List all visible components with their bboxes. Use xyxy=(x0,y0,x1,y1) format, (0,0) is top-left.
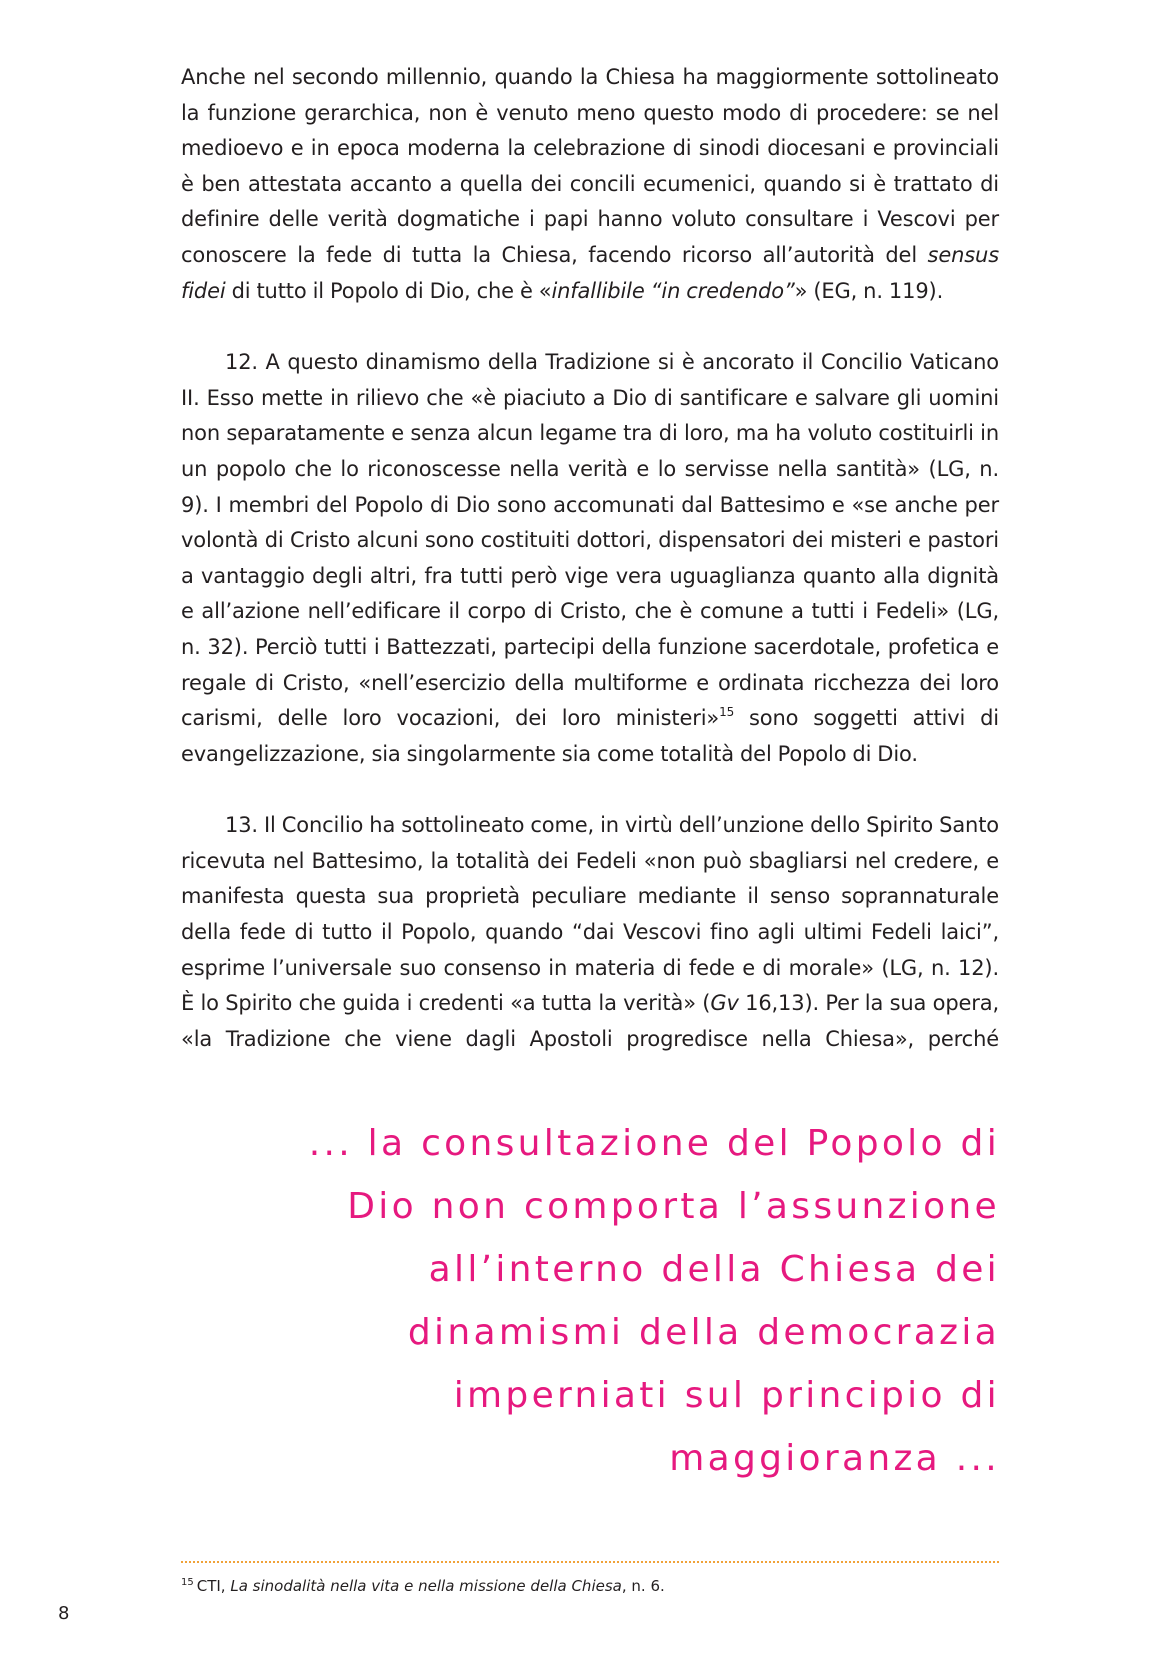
main-text xyxy=(181,60,999,1057)
footnote xyxy=(181,1576,999,1596)
pull-quote-line: imperniati sul principio di xyxy=(453,1375,1000,1416)
paragraph-12-text-a: 12. A questo dinamismo della Tradizione si è ancorato il Concilio Vaticano II. Esso mette in rilievo che «è piaciuto a Dio di santificare e salvare gli uomini non separatamente e senza alcun legame tra di loro, ma ha voluto costituirli in un popolo che lo riconoscesse nella verità e lo servisse nella santità» (LG, n. 9). I membri del Popolo di Dio sono accomunati dal Battesimo e «se anche per volontà di Cristo alcuni sono costituiti dottori, dispensatori dei misteri e pastori a vantaggio degli altri, fra tutti però vige vera uguaglianza quanto alla dignità e all’azione nell’edificare il corpo di Cristo, che è comune a tutti i Fedeli» (LG, n. 32). Perciò tutti i Battezzati, partecipi della funzione sacerdotale, profetica e regale di Cristo, «nell’esercizio della multiforme e ordinata ricchezza dei loro carismi, delle loro vocazioni, dei loro ministeri» xyxy=(181,350,999,731)
page-number: 8 xyxy=(58,1603,70,1624)
paragraph-1-italic-a: sensus fidei xyxy=(181,242,999,303)
pull-quote-line: dinamismi della democrazia xyxy=(407,1312,1000,1353)
pull-quote-line: ... la consultazione del Popolo di xyxy=(308,1123,1000,1164)
paragraph-1-italic-b: infallibile “in credendo” xyxy=(551,278,795,303)
paragraph-1-text-b: di tutto il Popolo di Dio, che è « xyxy=(225,278,552,303)
paragraph-13-text-b: 16,13). Per la sua opera, «la Tradizione che viene dagli Apostoli progredisce nella Chiesa», perché xyxy=(181,991,1000,1051)
pull-quote-line: Dio non comporta l’assunzione xyxy=(347,1186,1000,1227)
footnote-suffix: , n. 6. xyxy=(621,1577,665,1595)
paragraph-13 xyxy=(181,808,999,1057)
pull-quote xyxy=(300,1112,1000,1490)
paragraph-1 xyxy=(181,60,999,309)
footnote-reference[interactable]: 15 xyxy=(719,705,735,720)
pull-quote-line: maggioranza ... xyxy=(669,1438,1000,1479)
paragraph-1-text-a: Anche nel secondo millennio, quando la Chiesa ha maggiormente sottolineato la funzione gerarchica, non è venuto meno questo modo di procedere: se nel medioevo e in epoca moderna la celebrazione di sinodi diocesani e provinciali è ben attestata accanto a quella dei concili ecumenici, quando si è trattato di definire delle verità dogmatiche i papi hanno voluto consultare i Vescovi per conoscere la fede di tutta la Chiesa, facendo ricorso all’autorità del xyxy=(181,65,999,267)
pull-quote-line: all’interno della Chiesa dei xyxy=(428,1249,1000,1290)
paragraph-12-text-b: sono soggetti attivi di evangelizzazione, sia singolarmente sia come totalità del Popolo di Dio. xyxy=(181,706,999,766)
paragraph-13-italic: Gv xyxy=(710,991,739,1016)
paragraph-13-text-a: 13. Il Concilio ha sottolineato come, in virtù dell’unzione dello Spirito Santo ricevuta nel Battesimo, la totalità dei Fedeli «non può sbagliarsi nel credere, e manifesta questa sua proprietà peculiare mediante il senso soprannaturale della fede di tutto il Popolo, quando “dai Vescovi fino agli ultimi Fedeli laici”, esprime l’universale suo consenso in materia di fede e di morale» (LG, n. 12). È lo Spirito che guida i credenti «a tutta la verità» ( xyxy=(181,813,999,1016)
footnote-prefix: CTI, xyxy=(196,1577,231,1595)
footnote-number: 15 xyxy=(181,1577,194,1588)
footnote-divider xyxy=(181,1561,999,1563)
paragraph-1-text-c: » (EG, n. 119). xyxy=(794,278,944,303)
paragraph-12 xyxy=(181,345,999,772)
footnote-title: La sinodalità nella vita e nella missione della Chiesa xyxy=(230,1577,622,1595)
